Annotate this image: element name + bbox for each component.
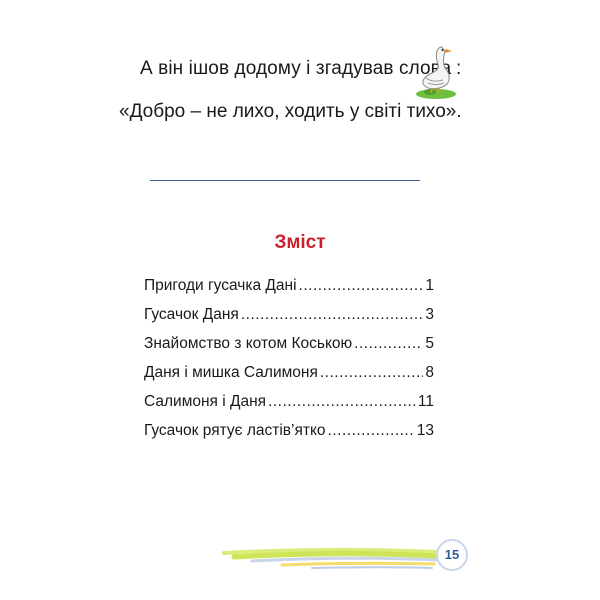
toc-item[interactable]: [144, 382, 434, 411]
story-line-1: А він ішов додому і згадував слова: [140, 58, 452, 79]
toc-item[interactable]: [144, 266, 434, 295]
toc-item-page: 1: [425, 277, 434, 294]
toc-leader-dots: [320, 364, 424, 382]
story-line-2: «Добро – не лихо, ходить у світі тихо».: [119, 101, 462, 122]
toc-item-label: Салимоня і Даня: [144, 393, 267, 410]
toc-title: Зміст: [274, 232, 326, 253]
section-divider: [150, 180, 420, 181]
toc-leader-dots: [268, 393, 416, 411]
toc-item-page: 11: [417, 393, 434, 410]
toc-leader-dots: [328, 422, 415, 440]
story-colon: :: [456, 58, 462, 79]
toc-leader-dots: [354, 335, 423, 353]
toc-item-label: Знайомство з котом Коською: [144, 335, 353, 352]
brush-swoosh: [222, 536, 452, 576]
table-of-contents: [144, 266, 434, 440]
toc-item[interactable]: [144, 353, 434, 382]
toc-item-page: 8: [425, 364, 434, 381]
toc-item[interactable]: [144, 411, 434, 440]
toc-item-page: 3: [425, 306, 434, 323]
toc-item-label: Гусачок рятує ластів’ятко: [144, 422, 326, 439]
toc-item-label: Даня і мишка Салимоня: [144, 364, 318, 381]
toc-leader-dots: [299, 277, 424, 295]
toc-item[interactable]: [144, 295, 434, 324]
toc-item-label: Гусачок Даня: [144, 306, 239, 323]
toc-item-page: 13: [416, 422, 434, 439]
toc-leader-dots: [241, 306, 424, 324]
toc-item[interactable]: [144, 324, 434, 353]
toc-item-label: Пригоди гусачка Дані: [144, 277, 297, 294]
goose-icon: [412, 42, 458, 100]
page-number: 15: [444, 547, 460, 562]
toc-item-page: 5: [425, 335, 434, 352]
